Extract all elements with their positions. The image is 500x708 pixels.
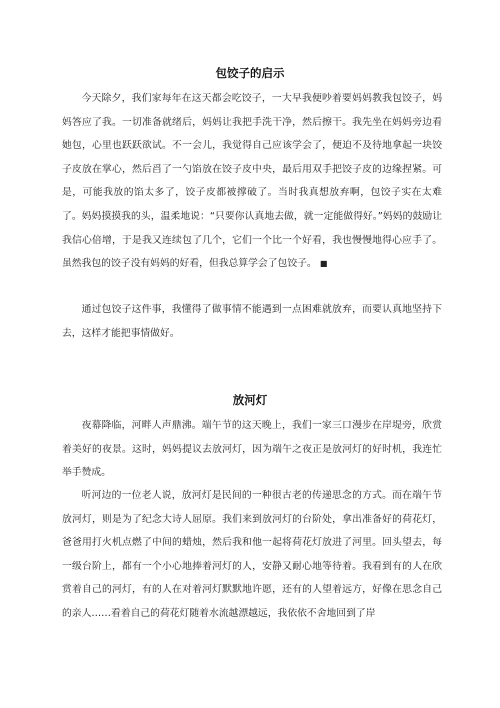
essay-1-paragraph-1 [62, 87, 442, 276]
essay-1-paragraph-2: 通过包饺子这件事，我懂得了做事情不能遇到一点困难就放弃，而要认真地坚持下去，这样才能把事情做好。 [62, 304, 442, 339]
end-marker: ■ [319, 259, 328, 269]
essay-title-2: 放河灯 [232, 393, 268, 407]
essay-title-1: 包饺子的启示 [215, 66, 285, 80]
essay-2-paragraph-1: 夜幕降临，河畔人声鼎沸。端午节的这天晚上，我们一家三口漫步在岸堤旁，欣赏着美好的夜景。这时，妈妈提议去放河灯，因为端午之夜正是放河灯的好时机，我连忙举手赞成。 [62, 420, 442, 479]
essay-2-paragraph-2: 听河边的一位老人说，放河灯是民间的一种很古老的传递思念的方式。而在端午节放河灯，则是为了纪念大诗人屈原。我们来到放河灯的台阶处，拿出准备好的荷花灯，爸爸用打火机点燃了中间的蜡烛，然后我和他一起将荷花灯放进了河里。回头望去，每一级台阶上，都有一个小心地捧着河灯的人，安静又耐心地等待着。我看到有的人在欣赏着自己的河灯，有的人在对着河灯默默地许愿，还有的人望着远方，好像在思念自己的亲人……看着自己的荷花灯随着水流越漂越远，我依依不舍地回到了岸 [62, 490, 442, 619]
paragraph-text: 今天除夕，我们家每年在这天都会吃饺子，一大早我便吵着要妈妈教我包饺子，妈妈答应了我。一切准备就绪后，妈妈让我把手洗干净，然后擦干。我先坐在妈妈旁边看她包，心里也跃跃欲试。不一会儿，我觉得自己应该学会了，便迫不及待地拿起一块饺子皮放在掌心，然后舀了一勺馅放在饺子皮中央，最后用双手把饺子皮的边缘捏紧。可是，可能我放的馅太多了，饺子皮都被撑破了。当时我真想放弃啊，包饺子实在太难了。妈妈摸摸我的头，温柔地说：“只要你认真地去做，就一定能做得好。”妈妈的鼓励让我信心倍增，于是我又连续包了几个，它们一个比一个好看，我也慢慢地得心应手了。虽然我包的饺子没有妈妈的好看，但我总算学会了包饺子。 [62, 93, 442, 270]
